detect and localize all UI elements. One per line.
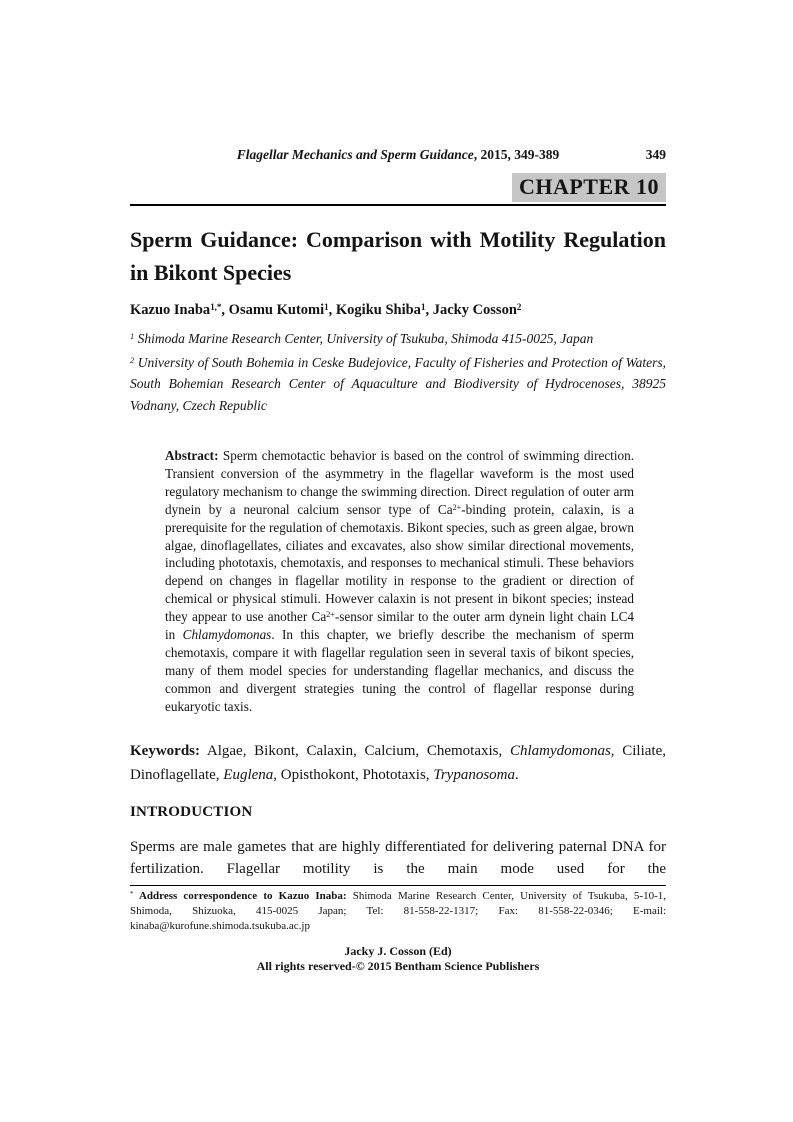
footnote-text: Shimoda Marine Research Center, University of Tsukuba, 5-10-1, Shimoda, Shizuoka, 415-0025 Japan; Tel: 81-558-22-1317; Fax: 81-558-22-0346; E-mail: kinaba@kurofune.shimoda.tsukuba.ac.jp	[130, 889, 666, 932]
species-name: Euglena	[223, 766, 274, 783]
author: , Osamu Kutomi	[221, 302, 325, 318]
abstract-label: Abstract:	[165, 448, 219, 463]
rights-line: All rights reserved-© 2015 Bentham Science Publishers	[256, 958, 540, 973]
keywords-text: Algae, Bikont, Calaxin, Calcium, Chemotaxis,	[200, 742, 510, 759]
author-affiliation-mark: 1,*	[210, 301, 222, 312]
affiliation-2	[130, 352, 666, 417]
author-affiliation-mark: 1	[324, 301, 329, 312]
footnote-divider	[130, 885, 666, 886]
footnote-mark: *	[130, 890, 134, 898]
affiliation-text: Shimoda Marine Research Center, University of Tsukuba, Shimoda 415-0025, Japan	[134, 331, 594, 346]
author-affiliation-mark: 2	[516, 301, 522, 312]
header-divider	[130, 204, 666, 206]
affiliation-1	[130, 328, 666, 350]
abstract-text: . In this chapter, we briefly describe the mechanism of sperm chemotaxis, compare it with flagellar regulation seen in several taxis of bikont species, many of them model species for understanding flagellar mechanics, and discuss the common and divergent strategies tuning the control of flagellar response during eukaryotic taxis.	[165, 627, 634, 714]
affiliation-mark: 1	[130, 332, 135, 342]
chapter-banner: CHAPTER 10	[512, 173, 666, 202]
author-affiliation-mark: 1	[420, 301, 426, 312]
superscript-2plus: 2+	[452, 503, 462, 513]
species-name: Chlamydomonas	[182, 627, 272, 643]
chapter-title: Sperm Guidance: Comparison with Motility Regulation in Bikont Species	[130, 227, 666, 285]
journal-title: Flagellar Mechanics and Sperm Guidance	[236, 147, 474, 162]
introduction-heading: INTRODUCTION	[130, 803, 253, 820]
abstract-text: Sperm chemotactic behavior is based on the control of swimming direction. Transient conversion of the asymmetry in the flagellar waveform is the most used regulatory mechanism to change the swimming direction. Direct regulation of outer arm dynein by a neuronal calcium sensor type of Ca	[165, 448, 634, 517]
keywords-text: , Ciliate, Dinoflagellate,	[130, 742, 666, 783]
page-number: 349	[645, 147, 666, 162]
correspondence-footnote	[130, 889, 666, 934]
affiliations	[130, 328, 666, 416]
author: , Kogiku Shiba	[328, 302, 421, 318]
introduction-paragraph: Sperms are male gametes that are highly differentiated for delivering paternal DNA for fertilization. Flagellar motility is the main mode used for the	[130, 838, 666, 877]
affiliation-mark: 2	[130, 355, 135, 365]
chapter-banner-row	[130, 173, 666, 202]
footnote-lead: Address correspondence to Kazuo Inaba:	[133, 889, 353, 902]
journal-citation-rest: , 2015, 349-389	[473, 147, 560, 162]
affiliation-text: University of South Bohemia in Ceske Budejovice, Faculty of Fisheries and Protection of Waters, South Bohemian Research Center of Aquaculture and Biodiversity of Hydrocenoses, 38925 Vodnany, Czech Republic	[130, 354, 666, 413]
abstract-text: -binding protein, calaxin, is a prerequisite for the regulation of chemotaxis. Bikont species, such as green algae, brown algae, dinoflagellates, ciliates and excavates, also show similar directional movements, including phototaxis, chemotaxis, and responses to mechanical stimuli. These behaviors depend on changes in flagellar motility in response to the gradient or direction of chemical or physical stimuli. However calaxin is not present in bikont species; instead they appear to use another Ca	[165, 501, 634, 625]
running-head	[130, 147, 666, 166]
keywords-text: , Opisthokont, Phototaxis,	[273, 766, 434, 783]
editor-line: Jacky J. Cosson (Ed)	[344, 943, 452, 958]
publisher-footer	[130, 944, 666, 974]
author: Kazuo Inaba	[130, 302, 211, 318]
superscript-2plus: 2+	[326, 610, 335, 620]
keywords-text: .	[515, 766, 519, 783]
keywords-label: Keywords:	[130, 742, 200, 759]
author: , Jacky Cosson	[425, 302, 517, 318]
species-name: Trypanosoma	[433, 766, 515, 783]
abstract-text: -sensor similar to the outer arm dynein light chain LC4 in	[165, 609, 634, 643]
keywords	[130, 739, 666, 787]
abstract	[165, 447, 634, 716]
species-name: Chlamydomonas	[509, 742, 611, 759]
page-content	[130, 147, 666, 974]
authors-line	[130, 302, 666, 319]
journal-citation	[237, 147, 560, 162]
